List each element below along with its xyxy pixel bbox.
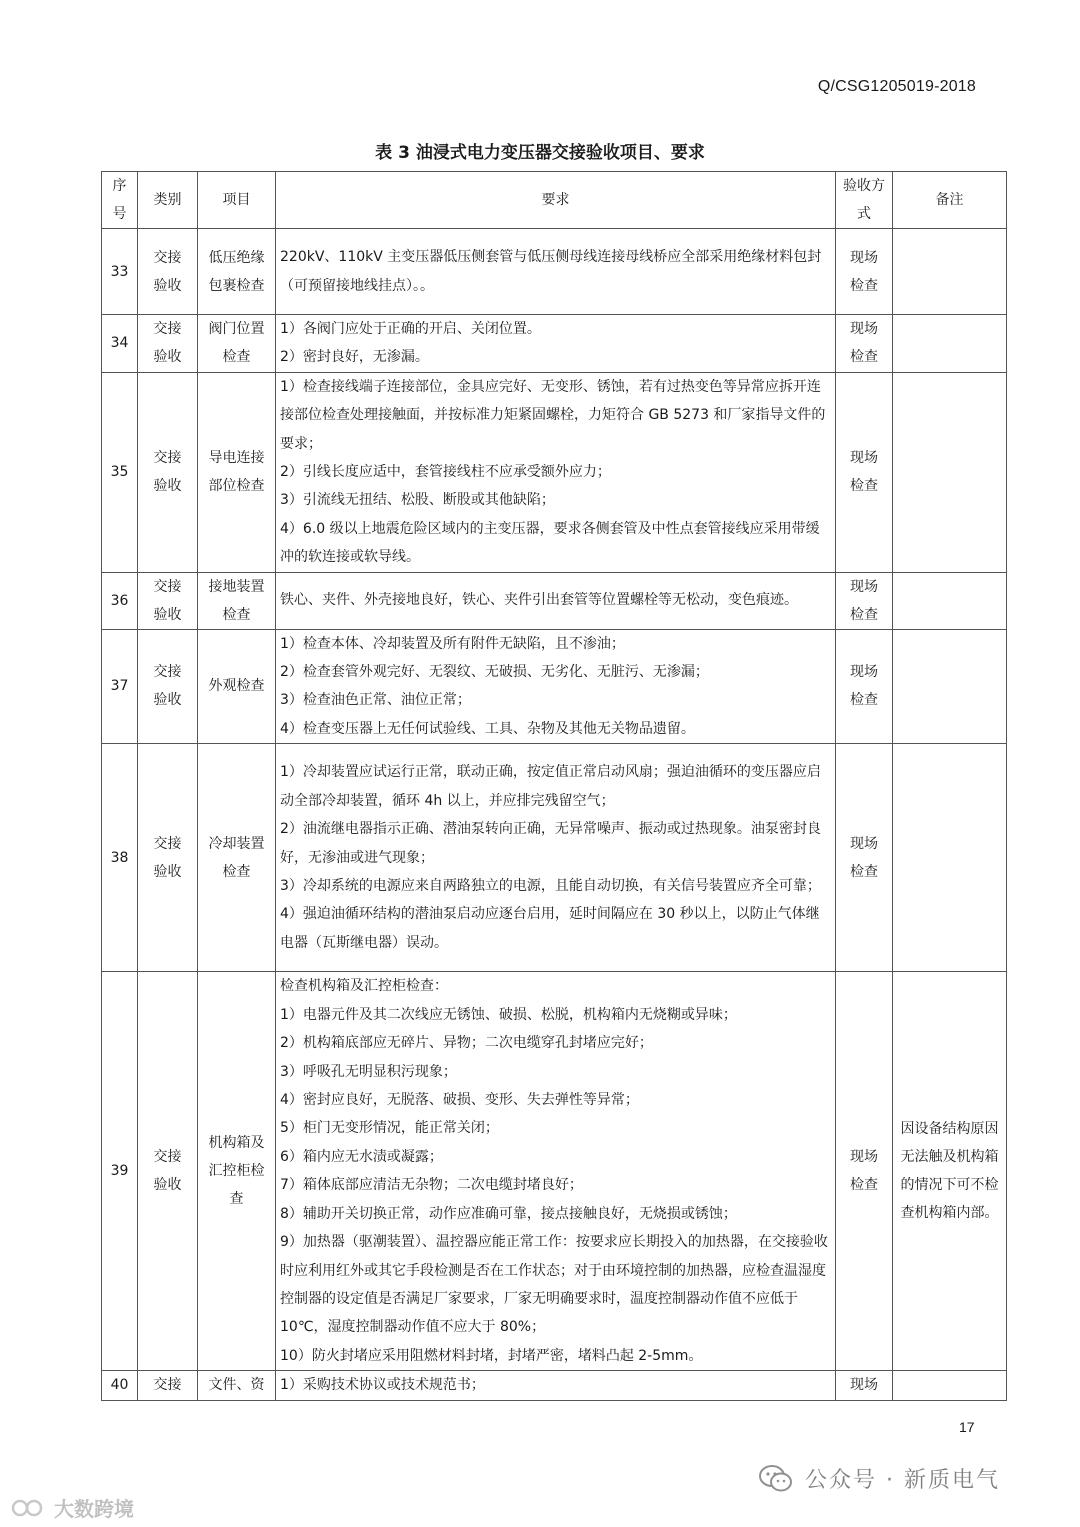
item-cell: 外观检查 bbox=[198, 629, 276, 744]
requirement-line: 2）机构箱底部应无碎片、异物；二次电缆穿孔封堵应完好； bbox=[280, 1035, 653, 1052]
column-header-requirement: 要求 bbox=[276, 172, 836, 229]
column-header-item: 项目 bbox=[198, 172, 276, 229]
row-number-cell: 35 bbox=[102, 372, 138, 572]
note-cell bbox=[893, 572, 1007, 629]
column-header-method: 验收方式 bbox=[836, 172, 893, 229]
requirement-line: 4）6.0 级以上地震危险区域内的主变压器，要求各侧套管及中性点套管接线应采用带缓冲的软连接或软导线。 bbox=[280, 520, 820, 566]
table-row bbox=[102, 972, 1007, 1371]
requirement-line: 1）各阀门应处于正确的开启、关闭位置。 bbox=[280, 321, 541, 337]
requirement-line: 1）检查接线端子连接部位，金具应完好、无变形、锈蚀，若有过热变色等异常应拆开连接部位检查处理接触面，并按标准力矩紧固螺栓，力矩符合 GB 5273 和厂家指导文件的要求； bbox=[280, 378, 826, 452]
requirement-cell bbox=[276, 629, 836, 744]
item-cell: 机构箱及汇控柜检查 bbox=[198, 972, 276, 1371]
method-cell: 现场检查 bbox=[836, 629, 893, 744]
method-cell: 现场检查 bbox=[836, 315, 893, 373]
note-cell: 因设备结构原因无法触及机构箱的情况下可不检查机构箱内部。 bbox=[893, 972, 1007, 1371]
table-body bbox=[102, 229, 1007, 1401]
row-number-cell: 40 bbox=[102, 1371, 138, 1400]
category-cell: 交接验收 bbox=[138, 972, 198, 1371]
table-row bbox=[102, 629, 1007, 744]
watermark bbox=[10, 1493, 134, 1522]
requirement-line: 10）防火封堵应采用阻燃材料封堵，封堵严密，堵料凸起 2-5mm。 bbox=[280, 1347, 703, 1364]
method-cell: 现场检查 bbox=[836, 972, 893, 1371]
row-number-cell: 36 bbox=[102, 572, 138, 629]
requirement-line: 3）冷却系统的电源应来自两路独立的电源，且能自动切换，有关信号装置应齐全可靠； bbox=[280, 877, 821, 894]
requirement-line: 1）检查本体、冷却装置及所有附件无缺陷，且不渗油； bbox=[280, 635, 625, 652]
row-number-cell: 33 bbox=[102, 229, 138, 315]
category-cell: 交接验收 bbox=[138, 315, 198, 373]
requirement-line: 1）冷却装置应试运行正常，联动正确，按定值正常启动风扇；强迫油循环的变压器应启动全部冷却装置，循环 4h 以上，并应排完残留空气； bbox=[280, 764, 821, 809]
requirement-line: 9）加热器（驱潮装置）、温控器应能正常工作：按要求应长期投入的加热器，在交接验收时应利用红外或其它手段检测是否在工作状态；对于由环境控制的加热器，应检查温湿度控制器的设定值是否满足厂家要求，厂家无明确要求时，温度控制器动作值不应低于 10℃，湿度控制器动作值不应大于 80%； bbox=[280, 1234, 828, 1336]
table-row bbox=[102, 572, 1007, 629]
document-code: Q/CSG1205019-2018 bbox=[817, 78, 976, 95]
requirement-line: 4）检查变压器上无任何试验线、工具、杂物及其他无关物品遗留。 bbox=[280, 720, 695, 737]
method-cell: 现场检查 bbox=[836, 372, 893, 572]
row-number-cell: 34 bbox=[102, 315, 138, 373]
requirement-line: 7）箱体底部应清洁无杂物；二次电缆封堵良好； bbox=[280, 1177, 583, 1194]
requirement-line: 6）箱内应无水渍或凝露； bbox=[280, 1148, 443, 1165]
note-cell bbox=[893, 372, 1007, 572]
requirement-cell bbox=[276, 744, 836, 972]
requirement-line: 铁心、夹件、外壳接地良好，铁心、夹件引出套管等位置螺栓等无松动，变色痕迹。 bbox=[280, 592, 798, 609]
requirement-line: 8）辅助开关切换正常，动作应准确可靠，接点接触良好，无烧损或锈蚀； bbox=[280, 1205, 737, 1222]
requirement-line: 检查机构箱及汇控柜检查： bbox=[280, 978, 448, 995]
column-header-note: 备注 bbox=[893, 172, 1007, 229]
method-cell: 现场检查 bbox=[836, 572, 893, 629]
method-cell: 现场检查 bbox=[836, 229, 893, 315]
acceptance-table bbox=[101, 171, 1007, 1401]
method-cell: 现场检查 bbox=[836, 744, 893, 972]
table-header-row bbox=[102, 172, 1007, 229]
item-cell: 文件、资 bbox=[198, 1371, 276, 1400]
requirement-cell bbox=[276, 972, 836, 1371]
category-cell: 交接验收 bbox=[138, 572, 198, 629]
item-cell: 导电连接部位检查 bbox=[198, 372, 276, 572]
note-cell bbox=[893, 629, 1007, 744]
requirement-line: 1）采购技术协议或技术规范书； bbox=[280, 1377, 485, 1394]
category-cell: 交接验收 bbox=[138, 629, 198, 744]
note-cell bbox=[893, 744, 1007, 972]
watermark-logo-icon bbox=[10, 1498, 48, 1518]
note-cell bbox=[893, 1371, 1007, 1400]
requirement-cell bbox=[276, 572, 836, 629]
page-number: 17 bbox=[959, 1419, 975, 1435]
requirement-line: 3）引流线无扭结、松股、断股或其他缺陷； bbox=[280, 492, 555, 509]
requirement-line: 2）引线长度应适中，套管接线柱不应承受额外应力； bbox=[280, 464, 611, 481]
table-row bbox=[102, 229, 1007, 315]
table-row bbox=[102, 1371, 1007, 1400]
requirement-line: 3）呼吸孔无明显积污现象； bbox=[280, 1063, 457, 1080]
note-cell bbox=[893, 315, 1007, 373]
requirement-cell bbox=[276, 1371, 836, 1400]
requirement-line: 2）密封良好，无渗漏。 bbox=[280, 349, 429, 366]
item-cell: 接地装置检查 bbox=[198, 572, 276, 629]
category-cell: 交接验收 bbox=[138, 744, 198, 972]
watermark-text: 大数跨境 bbox=[54, 1497, 134, 1521]
requirement-line: 4）强迫油循环结构的潜油泵启动应逐台启用，延时间隔应在 30 秒以上，以防止气体继电器（瓦斯继电器）误动。 bbox=[280, 906, 820, 951]
table-row bbox=[102, 372, 1007, 572]
row-number-cell: 37 bbox=[102, 629, 138, 744]
requirement-line: 1）电器元件及其二次线应无锈蚀、破损、松脱，机构箱内无烧糊或异味； bbox=[280, 1006, 737, 1023]
requirement-cell bbox=[276, 372, 836, 572]
column-header-no: 序号 bbox=[102, 172, 138, 229]
item-cell: 冷却装置检查 bbox=[198, 744, 276, 972]
wechat-icon bbox=[759, 1464, 793, 1494]
wechat-account-label: 公众号 · 新质电气 bbox=[805, 1468, 1000, 1493]
requirement-line: 2）检查套管外观完好、无裂纹、无破损、无劣化、无脏污、无渗漏； bbox=[280, 664, 709, 681]
requirement-line: 3）检查油色正常、油位正常； bbox=[280, 692, 471, 709]
category-cell: 交接验收 bbox=[138, 229, 198, 315]
table-title: 表 3 油浸式电力变压器交接验收项目、要求 bbox=[375, 143, 705, 163]
note-cell bbox=[893, 229, 1007, 315]
column-header-category: 类别 bbox=[138, 172, 198, 229]
category-cell: 交接验收 bbox=[138, 372, 198, 572]
category-cell: 交接 bbox=[138, 1371, 198, 1400]
table-row bbox=[102, 744, 1007, 972]
method-cell: 现场 bbox=[836, 1371, 893, 1400]
row-number-cell: 39 bbox=[102, 972, 138, 1371]
item-cell: 阀门位置检查 bbox=[198, 315, 276, 373]
table-row bbox=[102, 315, 1007, 373]
requirement-line: 2）油流继电器指示正确、潜油泵转向正确，无异常噪声、振动或过热现象。油泵密封良好，无渗油或进气现象； bbox=[280, 821, 821, 866]
requirement-line: 220kV、110kV 主变压器低压侧套管与低压侧母线连接母线桥应全部采用绝缘材料包封（可预留接地线挂点）。。 bbox=[280, 249, 822, 294]
requirement-cell bbox=[276, 229, 836, 315]
item-cell: 低压绝缘包裹检查 bbox=[198, 229, 276, 315]
row-number-cell: 38 bbox=[102, 744, 138, 972]
requirement-line: 4）密封应良好，无脱落、破损、变形、失去弹性等异常； bbox=[280, 1092, 639, 1109]
wechat-account-badge bbox=[759, 1463, 1000, 1494]
requirement-line: 5）柜门无变形情况，能正常关闭； bbox=[280, 1120, 499, 1137]
requirement-cell bbox=[276, 315, 836, 373]
